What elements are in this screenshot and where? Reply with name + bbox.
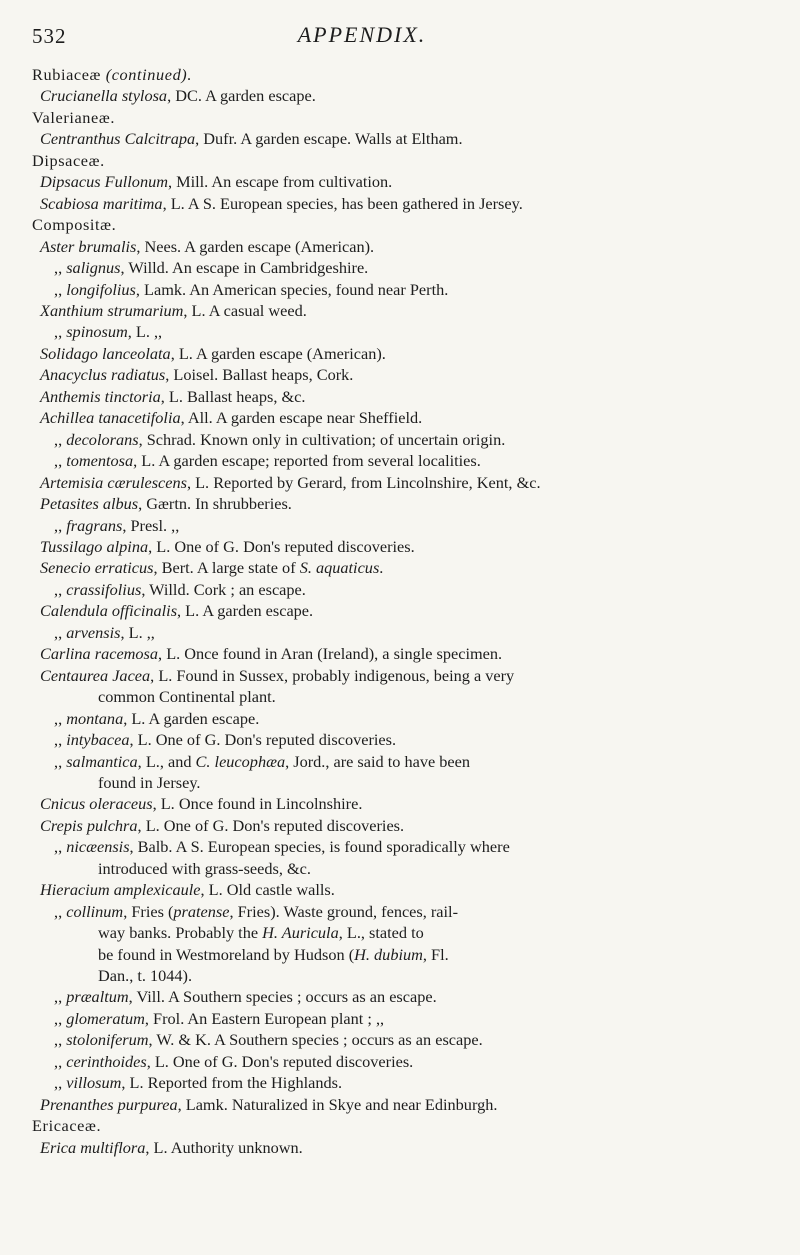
text-run: , Mill. An escape from cultivation. <box>167 172 393 192</box>
text-run: , L. Old castle walls. <box>200 880 335 900</box>
text-run: , DC. A garden escape. <box>167 86 316 106</box>
italic-text: Xanthium strumarium <box>40 300 184 320</box>
species-entry <box>32 557 762 578</box>
text-run: ,, <box>54 730 67 750</box>
text-run: ,, <box>54 322 67 342</box>
text-run: , Gærtn. In shrubberies. <box>138 494 292 514</box>
text-run: , L. One of G. Don's reputed discoveries. <box>146 1051 414 1071</box>
family-heading <box>32 64 762 85</box>
running-head: APPENDIX. <box>297 22 427 47</box>
text-run: ,, <box>54 515 67 535</box>
species-entry <box>32 364 762 385</box>
species-entry <box>32 257 762 278</box>
italic-text: tomentosa <box>66 451 134 471</box>
species-entry <box>32 579 762 600</box>
italic-text: Scabiosa maritima <box>40 193 163 213</box>
text-run: found in Jersey. <box>98 772 201 792</box>
family-heading <box>32 214 762 235</box>
italic-text: stoloniferum <box>66 1030 149 1050</box>
family-heading <box>32 150 762 171</box>
italic-text: Calendula officinalis <box>40 601 178 621</box>
text-run: ,, <box>54 837 67 857</box>
text-run: be found in Westmoreland by Hudson ( <box>98 944 355 964</box>
italic-text: Achillea tanacetifolia <box>40 408 181 428</box>
italic-text: spinosum <box>66 322 128 342</box>
italic-text: Solidago lanceolata <box>40 343 171 363</box>
text-run: , L. ,, <box>120 622 155 642</box>
text-run: , L. A S. European species, has been gathered in Jersey. <box>162 193 523 213</box>
species-entry <box>32 85 762 106</box>
species-entry <box>32 407 762 428</box>
species-entry <box>32 729 762 750</box>
species-entry <box>32 536 762 557</box>
text-run: ,, <box>54 258 67 278</box>
text-run: Dipsaceæ. <box>32 150 105 170</box>
text-run: ,, <box>54 708 67 728</box>
italic-text: Aster brumalis <box>40 236 137 256</box>
page-header <box>32 20 692 54</box>
entry-continuation <box>32 686 762 707</box>
text-run: , L. Once found in Aran (Ireland), a single specimen. <box>158 644 503 664</box>
text-run: Ericaceæ. <box>32 1116 102 1136</box>
italic-text: Crucianella stylosa <box>40 86 168 106</box>
family-heading <box>32 1115 762 1136</box>
text-run: , L. Once found in Lincolnshire. <box>152 794 363 814</box>
text-run: , Balb. A S. European species, is found sporadically where <box>129 837 510 857</box>
italic-text: villosum <box>66 1073 122 1093</box>
italic-text: Prenanthes purpurea <box>40 1094 178 1114</box>
italic-text: pratense <box>173 901 230 921</box>
text-run: ,, <box>54 1051 67 1071</box>
text-run: , L. Authority unknown. <box>145 1137 303 1157</box>
text-run: ,, <box>54 901 67 921</box>
text-run: ,, <box>54 451 67 471</box>
text-run: , Schrad. Known only in cultivation; of uncertain origin. <box>138 429 506 449</box>
text-run: , Fries ( <box>123 901 174 921</box>
text-run: , W. & K. A Southern species ; occurs as an escape. <box>148 1030 483 1050</box>
text-run: , L. Reported by Gerard, from Lincolnshire, Kent, &c. <box>186 472 541 492</box>
species-entry <box>32 450 762 471</box>
text-run: Valerianeæ. <box>32 107 115 127</box>
species-entry <box>32 300 762 321</box>
italic-text: Centranthus Calcitrapa <box>40 129 196 149</box>
text-run: Dan., t. 1044). <box>98 966 193 986</box>
appendix-text <box>32 64 762 1158</box>
italic-text: Senecio erraticus <box>40 558 154 578</box>
italic-text: (continued). <box>105 65 193 84</box>
text-run: , Loisel. Ballast heaps, Cork. <box>165 365 354 385</box>
text-run: , Fries). Waste ground, fences, rail- <box>229 901 459 921</box>
text-run: , Lamk. An American species, found near Perth. <box>135 279 449 299</box>
italic-text: nicæensis <box>66 837 130 857</box>
species-entry <box>32 665 762 686</box>
species-entry <box>32 1137 762 1158</box>
text-run: ,, <box>54 987 67 1007</box>
text-run: ,, <box>54 579 67 599</box>
text-run: , L. A garden escape (American). <box>170 343 386 363</box>
species-entry <box>32 708 762 729</box>
species-entry <box>32 429 762 450</box>
entry-continuation <box>32 922 762 943</box>
text-run: common Continental plant. <box>98 687 276 707</box>
species-entry <box>32 815 762 836</box>
text-run: , L. One of G. Don's reputed discoveries. <box>148 536 415 556</box>
species-entry <box>32 1029 762 1050</box>
text-run: way banks. Probably the <box>98 923 263 943</box>
italic-text: cerinthoides <box>66 1051 147 1071</box>
species-entry <box>32 986 762 1007</box>
species-entry <box>32 751 762 772</box>
text-run: , L., and <box>137 751 196 771</box>
species-entry <box>32 321 762 342</box>
italic-text: salignus <box>66 258 121 278</box>
text-run: , L. A garden escape. <box>123 708 260 728</box>
species-entry <box>32 879 762 900</box>
italic-text: præaltum <box>66 987 129 1007</box>
text-run: ,, <box>54 279 67 299</box>
species-entry <box>32 493 762 514</box>
species-entry <box>32 1094 762 1115</box>
italic-text: H. dubium <box>354 944 423 964</box>
italic-text: arvensis <box>66 622 121 642</box>
text-run: , Nees. A garden escape (American). <box>136 236 375 256</box>
text-run: , Lamk. Naturalized in Skye and near Edinburgh. <box>177 1094 498 1114</box>
text-run: ,, <box>54 622 67 642</box>
species-entry <box>32 793 762 814</box>
italic-text: Carlina racemosa <box>40 644 159 664</box>
italic-text: salmantica <box>66 751 138 771</box>
text-run: , Frol. An Eastern European plant ; ,, <box>144 1008 385 1028</box>
species-entry <box>32 343 762 364</box>
text-run: , L. A garden escape. <box>177 601 314 621</box>
italic-text: Hieracium amplexicaule <box>40 880 201 900</box>
species-entry <box>32 171 762 192</box>
text-run: . <box>379 558 384 578</box>
text-run: ,, <box>54 1030 67 1050</box>
text-run: , L. A casual weed. <box>183 300 307 320</box>
italic-text: Anacyclus radiatus <box>40 365 166 385</box>
italic-text: crassifolius <box>66 579 142 599</box>
text-run: , Vill. A Southern species ; occurs as an escape. <box>128 987 437 1007</box>
italic-text: Petasites albus <box>40 494 139 514</box>
text-run: Rubiaceæ <box>32 65 106 84</box>
italic-text: fragrans <box>66 515 123 535</box>
species-entry <box>32 600 762 621</box>
italic-text: Cnicus oleraceus <box>40 794 153 814</box>
italic-text: montana <box>66 708 124 728</box>
italic-text: Dipsacus Fullonum <box>40 172 168 192</box>
species-entry <box>32 836 762 857</box>
italic-text: longifolius <box>66 279 136 299</box>
text-run: , L. One of G. Don's reputed discoveries. <box>137 815 405 835</box>
species-entry <box>32 515 762 536</box>
italic-text: C. leucophæa <box>195 751 286 771</box>
family-heading <box>32 107 762 128</box>
text-run: ,, <box>54 1073 67 1093</box>
italic-text: Erica multiflora <box>40 1137 146 1157</box>
entry-continuation <box>32 772 762 793</box>
species-entry <box>32 236 762 257</box>
entry-continuation <box>32 944 762 965</box>
italic-text: Artemisia cærulescens <box>40 472 187 492</box>
text-run: , L., stated to <box>338 923 424 943</box>
species-entry <box>32 1072 762 1093</box>
species-entry <box>32 128 762 149</box>
text-run: , Dufr. A garden escape. Walls at Eltham. <box>195 129 463 149</box>
italic-text: collinum <box>66 901 124 921</box>
species-entry <box>32 279 762 300</box>
text-run: , L. ,, <box>127 322 163 342</box>
italic-text: glomeratum <box>66 1008 145 1028</box>
text-run: Compositæ. <box>32 215 117 235</box>
species-entry <box>32 193 762 214</box>
species-entry <box>32 1008 762 1029</box>
italic-text: H. Auricula <box>262 923 339 943</box>
italic-text: Crepis pulchra <box>40 815 138 835</box>
text-run: , Willd. An escape in Cambridgeshire. <box>120 258 369 278</box>
text-run: ,, <box>54 429 67 449</box>
species-entry <box>32 622 762 643</box>
italic-text: intybacea <box>66 730 130 750</box>
italic-text: decolorans <box>66 429 139 449</box>
text-run: , L. One of G. Don's reputed discoveries. <box>129 730 397 750</box>
species-entry <box>32 472 762 493</box>
species-entry <box>32 1051 762 1072</box>
text-run: , L. Found in Sussex, probably indigenous, being a very <box>150 665 515 685</box>
species-entry <box>32 643 762 664</box>
italic-text: Centaurea Jacea <box>40 665 151 685</box>
entry-continuation <box>32 858 762 879</box>
text-run: , Willd. Cork ; an escape. <box>141 579 306 599</box>
text-run: , L. A garden escape; reported from several localities. <box>133 451 481 471</box>
text-run: , All. A garden escape near Sheffield. <box>180 408 423 428</box>
page-number: 532 <box>32 24 67 48</box>
text-run: , Bert. A large state of <box>153 558 300 578</box>
text-run: , Presl. ,, <box>122 515 180 535</box>
text-run: introduced with grass-seeds, &c. <box>98 858 311 878</box>
text-run: ,, <box>54 1008 67 1028</box>
text-run: , L. Reported from the Highlands. <box>121 1073 343 1093</box>
italic-text: Tussilago alpina <box>40 536 149 556</box>
text-run: , L. Ballast heaps, &c. <box>160 386 306 406</box>
species-entry <box>32 386 762 407</box>
species-entry <box>32 901 762 922</box>
italic-text: Anthemis tinctoria <box>40 386 161 406</box>
text-run: ,, <box>54 751 67 771</box>
text-run: , Fl. <box>422 944 449 964</box>
italic-text: S. aquaticus <box>299 558 380 578</box>
entry-continuation <box>32 965 762 986</box>
text-run: , Jord., are said to have been <box>285 751 470 771</box>
